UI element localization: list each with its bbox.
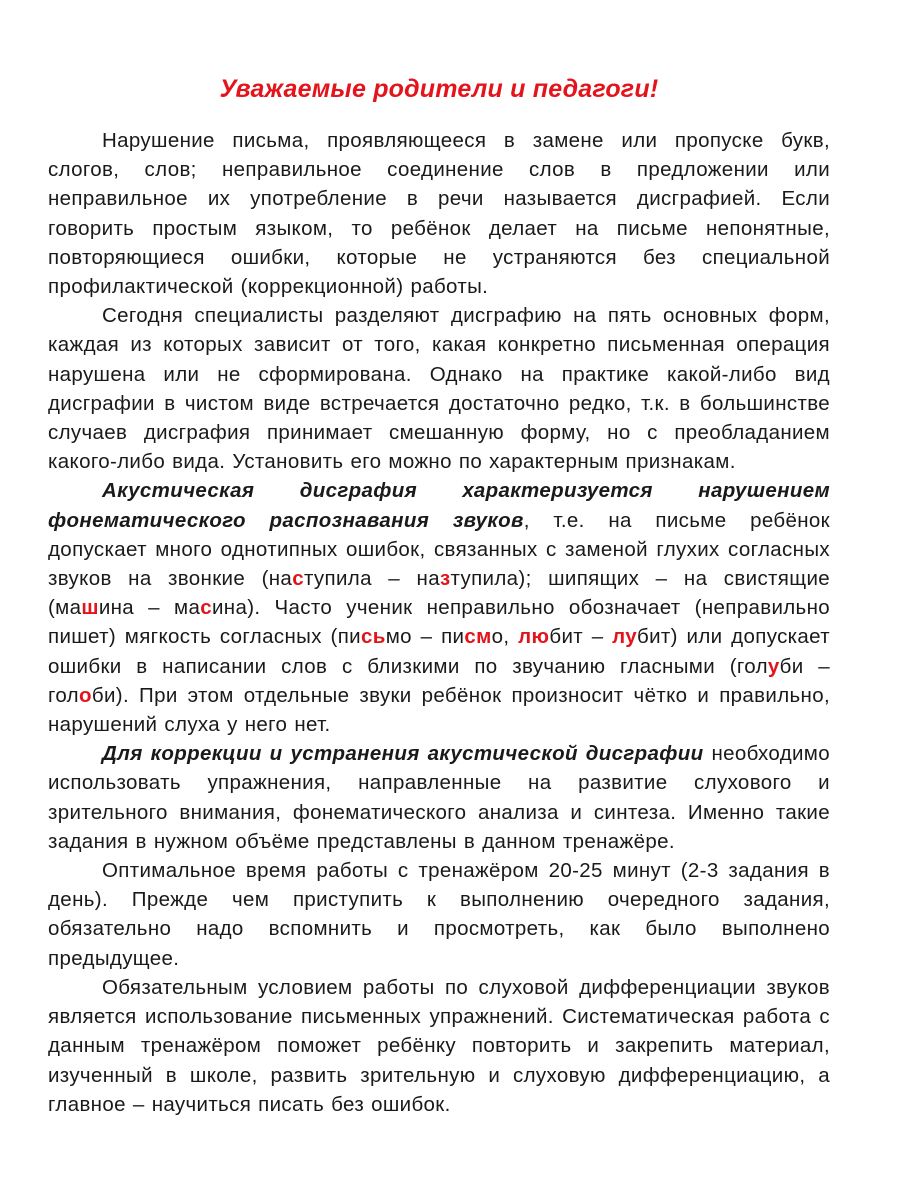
text-fragment: тупила – на xyxy=(303,567,440,591)
paragraph-forms: Сегодня специалисты разделяют дисграфию на пять основных форм, каждая из которых зависит от того, какая конкретно письменная операция нарушена или не сформирована. Однако на практике какой-либо вид дисграфии в чистом виде встречается достаточно редко, т.к. в большинстве случаев дисграфия принимает смешанную форму, но с преобладанием какого-либо вида. Установить его можно по характерным признакам. xyxy=(48,304,830,474)
text-fragment: о, xyxy=(491,625,519,649)
highlighted-letter: у xyxy=(767,654,780,678)
highlighted-letter: см xyxy=(464,625,492,649)
text-fragment: , т.е. на письме ребёнок допускает много однотипных ошибок, связанных с заменой глухих согласных звуков на звонкие (на xyxy=(48,508,830,591)
text-fragment: тупила); шипящих – на свистящие (ма xyxy=(48,567,831,620)
page-title: Уважаемые родители и педагоги! xyxy=(219,75,659,103)
paragraph-definition: Нарушение письма, проявляющееся в замене или пропуске букв, слогов, слов; неправильное соединение слов в предложении или неправильное их употребление в речи называется дисграфией. Если говорить простым языком, то ребёнок делает на письме непонятные, повторяющиеся ошибки, которые не устраняются без специальной профилактической (коррекционной) работы. xyxy=(48,129,830,299)
correction-lead: Для коррекции и устранения акустической дисграфии xyxy=(102,742,704,766)
paragraph-timing: Оптимальное время работы с тренажёром 20-25 минут (2-3 задания в день). Прежде чем приступить к выполнению очередного задания, обязательно надо вспомнить и просмотреть, как было выполнено предыдущее. xyxy=(48,859,830,970)
highlighted-letter: с xyxy=(292,567,304,591)
acoustic-dysgraphia-lead: Акустическая дисграфия характеризуется нарушением фонематического распознавания звуков xyxy=(48,479,830,532)
text-fragment: ина). Часто ученик неправильно обозначает (неправильно пишет) мягкость согласных (пи xyxy=(48,596,831,649)
text-fragment: необходимо использовать упражнения, направленные на развитие слухового и зрительного внимания, фонематического анализа и синтеза. Именно такие задания в нужном объёме представлены в данном тренажёре. xyxy=(48,742,831,853)
highlighted-letter: ш xyxy=(81,596,99,620)
text-fragment: бит) или допускает ошибки в написании слов с близкими по звучанию гласными (гол xyxy=(48,625,830,678)
highlighted-letter: лю xyxy=(518,625,550,649)
text-fragment: мо – пи xyxy=(385,625,465,649)
highlighted-letter: сь xyxy=(360,625,386,649)
highlighted-letter: с xyxy=(200,596,212,620)
paragraph-conclusion: Обязательным условием работы по слуховой дифференциации звуков является использование письменных упражнений. Систематическая работа с данным тренажёром поможет ребёнку повторить и закрепить материал, изученный в школе, развить зрительную и слуховую дифференциацию, а главное – научиться писать без ошибок. xyxy=(48,975,830,1116)
text-fragment: би). При этом отдельные звуки ребёнок произносит чётко и правильно, нарушений слуха у него нет. xyxy=(48,683,830,737)
paragraph-correction xyxy=(48,739,830,856)
text-fragment: бит – xyxy=(549,625,613,649)
text-fragment: би – гол xyxy=(48,654,830,707)
paragraph-acoustic-dysgraphia xyxy=(48,476,830,739)
highlighted-letter: з xyxy=(439,567,451,591)
highlighted-letter: о xyxy=(79,683,92,707)
highlighted-letter: лу xyxy=(612,625,638,649)
text-fragment: ина – ма xyxy=(98,596,201,620)
